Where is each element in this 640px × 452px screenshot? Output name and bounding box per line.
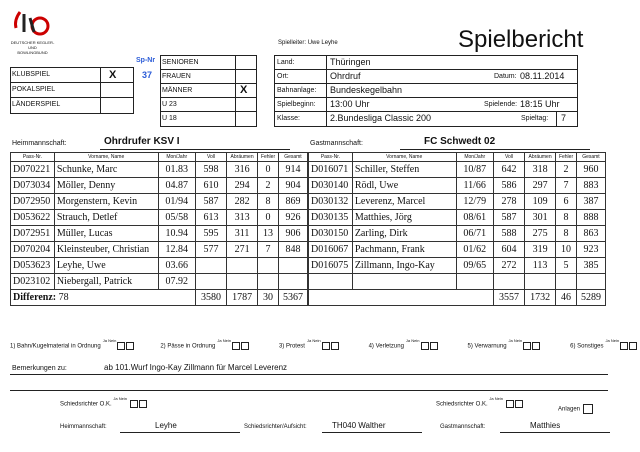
home-cell-feh: 13 <box>258 226 279 242</box>
home-cell-ges: 848 <box>278 242 307 258</box>
footer-sr-label: Schiedsrichter/Aufsicht: <box>244 424 307 430</box>
guest-cell-ges: 888 <box>576 210 605 226</box>
checkbox-ja[interactable] <box>232 342 240 350</box>
guest-player-row <box>309 210 606 226</box>
guest-cell-pass: D016067 <box>309 242 353 258</box>
home-cell-name: Möller, Denny <box>54 178 158 194</box>
sp-nr-value: 37 <box>142 70 153 80</box>
guest-cell-voll: 642 <box>493 162 524 178</box>
checkbox-ja[interactable] <box>523 342 531 350</box>
guest-cell-date: 10/87 <box>456 162 493 178</box>
footer-sr-sig: TH040 Walther <box>332 421 386 430</box>
guest-cell-ges: 960 <box>576 162 605 178</box>
guest-cell-pass <box>309 274 353 290</box>
guest-players-table <box>308 152 606 306</box>
guest-player-row <box>309 194 606 210</box>
type-laenderspiel <box>12 101 60 108</box>
guest-cell-ges: 387 <box>576 194 605 210</box>
home-cell-abr <box>227 274 258 290</box>
home-cell-voll: 587 <box>195 194 226 210</box>
guest-player-row <box>309 258 606 274</box>
footer-heim-label: Heimmannschaft: <box>60 424 107 430</box>
home-cell-date: 01/94 <box>158 194 195 210</box>
home-cell-feh: 0 <box>258 162 279 178</box>
home-player-row <box>11 210 308 226</box>
klasse-value: 2.Bundesliga Classic 200 <box>330 113 432 123</box>
home-cell-name: Niebergall, Patrick <box>54 274 158 290</box>
home-player-row <box>11 242 308 258</box>
home-total-feh: 30 <box>258 290 279 306</box>
footer-gast-label: Gastmannschaft: <box>440 424 486 430</box>
col-header: Pass-Nr. <box>309 153 353 162</box>
checkbox-anlagen[interactable] <box>583 404 593 414</box>
guest-cell-voll: 278 <box>493 194 524 210</box>
home-cell-feh: 2 <box>258 178 279 194</box>
land-label: Land: <box>277 59 295 66</box>
bemerkungen-value: ab 101.Wurf Ingo-Kay Zillmann für Marcel Leverenz <box>104 363 288 372</box>
guest-cell-pass: D030140 <box>309 178 353 194</box>
guest-cell-feh: 8 <box>556 210 577 226</box>
logo <box>10 8 55 55</box>
check-item <box>10 337 134 350</box>
home-cell-voll <box>195 258 226 274</box>
logo-subtitle-2: BOWLINGBUND <box>17 50 48 55</box>
type-mark: X <box>109 69 117 81</box>
guest-player-row <box>309 242 606 258</box>
spieltag-value: 7 <box>561 113 567 123</box>
guest-cell-voll <box>493 274 524 290</box>
home-cell-voll: 613 <box>195 210 226 226</box>
col-header: Abräumen <box>525 153 556 162</box>
home-cell-ges: 906 <box>278 226 307 242</box>
sr-ok-left <box>60 395 147 408</box>
guest-totals-row <box>309 290 606 306</box>
check-item-label: 4) Verletzung <box>368 343 404 350</box>
checkbox-nein[interactable] <box>515 400 523 408</box>
home-cell-name: Leyhe, Uwe <box>54 258 158 274</box>
check-item <box>368 337 438 350</box>
home-cell-abr: 271 <box>227 242 258 258</box>
footer-heim-sig: Leyhe <box>155 421 177 430</box>
spieltag-box <box>556 111 578 127</box>
sp-nr-label: Sp-Nr <box>136 57 156 64</box>
checkbox-ja[interactable] <box>130 400 138 408</box>
home-cell-pass: D072950 <box>11 194 55 210</box>
checkbox-nein[interactable] <box>126 342 134 350</box>
differenz-cell <box>11 290 196 306</box>
guest-cell-voll: 604 <box>493 242 524 258</box>
home-cell-voll <box>195 274 226 290</box>
ja-nein: Ja Nein <box>217 337 231 343</box>
sr-ok-label: Schiedsrichter O.K. <box>60 401 112 408</box>
ort-label: Ort: <box>277 73 289 80</box>
guest-cell-abr: 301 <box>525 210 556 226</box>
home-cell-date: 12.84 <box>158 242 195 258</box>
checkbox-ja[interactable] <box>322 342 330 350</box>
ja-nein: Ja Nein <box>508 337 523 343</box>
home-cell-date: 01.83 <box>158 162 195 178</box>
home-cell-ges: 914 <box>278 162 307 178</box>
bemerkungen-label: Bemerkungen zu: <box>12 365 67 372</box>
home-cell-name: Kleinsteuber, Christian <box>54 242 158 258</box>
home-player-row <box>11 194 308 210</box>
bahnanlage-value: Bundeskegelbahn <box>330 85 403 95</box>
home-cell-voll: 598 <box>195 162 226 178</box>
guest-player-row <box>309 226 606 242</box>
guest-cell-pass: D016071 <box>309 162 353 178</box>
home-cell-date: 04.87 <box>158 178 195 194</box>
home-cell-date: 07.92 <box>158 274 195 290</box>
home-total-abr: 1787 <box>227 290 258 306</box>
guest-cell-feh: 5 <box>556 258 577 274</box>
guest-cell-feh <box>556 274 577 290</box>
checkbox-nein[interactable] <box>532 342 540 350</box>
category-senioren: SENIOREN <box>162 59 199 66</box>
ja-nein: Ja Nein <box>306 337 321 343</box>
gast-name: FC Schwedt 02 <box>424 136 496 147</box>
guest-cell-abr: 109 <box>525 194 556 210</box>
guest-cell-pass: D030135 <box>309 210 353 226</box>
home-cell-feh: 7 <box>258 242 279 258</box>
type-pokalspiel <box>12 86 55 93</box>
checkbox-nein[interactable] <box>139 400 147 408</box>
home-cell-abr <box>227 258 258 274</box>
ja-nein: Ja Nein <box>113 395 127 401</box>
guest-cell-feh: 7 <box>556 178 577 194</box>
guest-total-abr: 1732 <box>525 290 556 306</box>
guest-cell-name: Pachmann, Frank <box>352 242 456 258</box>
checks-row <box>10 337 620 350</box>
col-header: Gesamt <box>576 153 605 162</box>
guest-cell-abr: 275 <box>525 226 556 242</box>
col-header: Voll <box>195 153 226 162</box>
home-cell-date: 10.94 <box>158 226 195 242</box>
home-cell-date: 03.66 <box>158 258 195 274</box>
check-item <box>467 337 541 350</box>
guest-cell-name: Matthies, Jörg <box>352 210 456 226</box>
home-cell-abr: 311 <box>227 226 258 242</box>
spielleiter-label: Spielleiter: <box>278 40 307 46</box>
home-cell-voll: 610 <box>195 178 226 194</box>
home-player-row <box>11 258 308 274</box>
guest-cell-name: Schiller, Steffen <box>352 162 456 178</box>
guest-cell-abr: 113 <box>525 258 556 274</box>
anlagen-label: Anlagen <box>558 406 581 413</box>
guest-cell-date: 06/71 <box>456 226 493 242</box>
guest-cell-name: Rödl, Uwe <box>352 178 456 194</box>
col-header: Pass-Nr. <box>11 153 55 162</box>
heim-label: Heimmannschaft: <box>12 140 67 147</box>
home-cell-voll: 577 <box>195 242 226 258</box>
check-item <box>160 337 249 350</box>
category-frauen: FRAUEN <box>162 73 191 80</box>
category-mark: X <box>240 84 248 96</box>
check-item-label: 6) Sonstiges <box>570 343 604 350</box>
sr-ok-label: Schiedsrichter O.K. <box>436 401 488 408</box>
home-cell-feh <box>258 258 279 274</box>
guest-cell-ges <box>576 274 605 290</box>
guest-cell-ges: 863 <box>576 226 605 242</box>
category-u18: U 18 <box>162 115 177 122</box>
guest-totals-spacer <box>309 290 494 306</box>
home-player-row <box>11 162 308 178</box>
home-cell-abr: 313 <box>227 210 258 226</box>
guest-cell-date: 09/65 <box>456 258 493 274</box>
datum-value: 08.11.2014 <box>520 71 565 81</box>
checkbox-ja[interactable] <box>117 342 125 350</box>
type-klubspiel <box>12 71 50 78</box>
col-header: Vorname, Name <box>54 153 158 162</box>
ja-nein: Ja Nein <box>405 337 420 343</box>
guest-player-row <box>309 162 606 178</box>
spielende-value: 18:15 Uhr <box>520 99 560 109</box>
guest-total-ges: 5289 <box>576 290 605 306</box>
home-cell-feh: 8 <box>258 194 279 210</box>
guest-cell-feh: 8 <box>556 226 577 242</box>
home-player-row <box>11 226 308 242</box>
home-cell-ges <box>278 258 307 274</box>
home-header-row <box>11 153 308 162</box>
guest-total-voll: 3557 <box>493 290 524 306</box>
home-cell-pass: D023102 <box>11 274 55 290</box>
guest-cell-pass: D030132 <box>309 194 353 210</box>
category-u23: U 23 <box>162 101 177 108</box>
checkbox-ja[interactable] <box>620 342 628 350</box>
guest-cell-feh: 2 <box>556 162 577 178</box>
home-total-voll: 3580 <box>195 290 226 306</box>
spielbeginn-label: Spielbeginn: <box>277 101 316 108</box>
guest-cell-abr: 318 <box>525 162 556 178</box>
home-cell-abr: 316 <box>227 162 258 178</box>
home-cell-pass: D073034 <box>11 178 55 194</box>
guest-cell-name: Leverenz, Marcel <box>352 194 456 210</box>
check-item <box>278 337 339 350</box>
guest-cell-voll: 272 <box>493 258 524 274</box>
guest-cell-abr: 297 <box>525 178 556 194</box>
checkbox-ja[interactable] <box>506 400 514 408</box>
ja-nein: Ja Nein <box>605 337 620 343</box>
home-totals-row <box>11 290 308 306</box>
col-header: Fehler <box>258 153 279 162</box>
home-cell-ges: 869 <box>278 194 307 210</box>
spielleiter-value: Uwe Leyhe <box>307 40 338 46</box>
home-cell-feh <box>258 274 279 290</box>
check-item-label: 1) Bahn/Kugelmaterial in Ordnung <box>10 343 101 350</box>
guest-cell-voll: 586 <box>493 178 524 194</box>
guest-cell-abr <box>525 274 556 290</box>
home-cell-abr: 282 <box>227 194 258 210</box>
footer-gast-sig: Matthies <box>530 421 561 430</box>
home-player-row <box>11 178 308 194</box>
home-cell-pass: D053622 <box>11 210 55 226</box>
spielleiter <box>278 40 338 46</box>
col-header: Voll <box>493 153 524 162</box>
category-maenner: MÄNNER <box>162 87 193 94</box>
home-player-row <box>11 274 308 290</box>
type-label: KLUBSPIEL <box>12 71 51 78</box>
spielbeginn-value: 13:00 Uhr <box>330 99 370 109</box>
land-value: Thüringen <box>330 57 371 67</box>
checkbox-nein[interactable] <box>331 342 339 350</box>
differenz-value: 78 <box>58 292 69 303</box>
guest-cell-ges: 883 <box>576 178 605 194</box>
col-header: Mon/Jahr <box>456 153 493 162</box>
checkbox-nein[interactable] <box>241 342 249 350</box>
guest-cell-date: 01/62 <box>456 242 493 258</box>
guest-cell-abr: 319 <box>525 242 556 258</box>
home-cell-pass: D070204 <box>11 242 55 258</box>
guest-cell-date: 12/79 <box>456 194 493 210</box>
home-cell-name: Strauch, Detlef <box>54 210 158 226</box>
guest-cell-ges: 923 <box>576 242 605 258</box>
home-cell-voll: 595 <box>195 226 226 242</box>
col-header: Fehler <box>556 153 577 162</box>
col-header: Abräumen <box>227 153 258 162</box>
guest-cell-voll: 588 <box>493 226 524 242</box>
guest-cell-date <box>456 274 493 290</box>
home-cell-name: Müller, Lucas <box>54 226 158 242</box>
home-total-ges: 5367 <box>278 290 307 306</box>
home-cell-ges: 904 <box>278 178 307 194</box>
home-cell-feh: 0 <box>258 210 279 226</box>
guest-header-row <box>309 153 606 162</box>
home-cell-name: Schunke, Marc <box>54 162 158 178</box>
check-item-label: 3) Protest <box>278 343 305 350</box>
guest-cell-date: 11/66 <box>456 178 493 194</box>
klasse-label: Klasse: <box>277 115 300 122</box>
guest-cell-feh: 6 <box>556 194 577 210</box>
bahnanlage-label: Bahnanlage: <box>277 87 317 94</box>
home-cell-date: 05/58 <box>158 210 195 226</box>
check-item <box>570 337 637 350</box>
guest-cell-name: Zillmann, Ingo-Kay <box>352 258 456 274</box>
guest-cell-voll: 587 <box>493 210 524 226</box>
datum-label: Datum: <box>494 73 517 80</box>
checkbox-nein[interactable] <box>430 342 438 350</box>
type-label: LÄNDERSPIEL <box>12 101 61 108</box>
checkbox-nein[interactable] <box>629 342 637 350</box>
type-label: POKALSPIEL <box>12 86 56 93</box>
check-item-label: 2) Pässe in Ordnung <box>160 343 216 350</box>
col-header: Mon/Jahr <box>158 153 195 162</box>
logo-subtitle-1: DEUTSCHER KEGLER- UND <box>10 40 55 50</box>
check-item-label: 5) Verwarnung <box>467 343 507 350</box>
guest-cell-pass: D030150 <box>309 226 353 242</box>
ja-nein: Ja Nein <box>102 337 117 343</box>
spieltag-label: Spieltag: <box>521 115 549 122</box>
anlagen <box>558 404 593 414</box>
heim-name: Ohrdrufer KSV I <box>104 136 180 147</box>
guest-cell-name <box>352 274 456 290</box>
guest-cell-feh: 10 <box>556 242 577 258</box>
home-cell-ges: 926 <box>278 210 307 226</box>
gast-label: Gastmannschaft: <box>310 140 363 147</box>
home-cell-name: Morgenstern, Kevin <box>54 194 158 210</box>
ort-value: Ohrdruf <box>330 71 361 81</box>
col-header: Gesamt <box>278 153 307 162</box>
col-header: Vorname, Name <box>352 153 456 162</box>
home-cell-abr: 294 <box>227 178 258 194</box>
guest-cell-name: Zarling, Dirk <box>352 226 456 242</box>
spielende-label: Spielende: <box>484 101 518 108</box>
home-cell-pass: D072951 <box>11 226 55 242</box>
page-title: Spielbericht <box>458 26 584 53</box>
dkbc-logo-icon <box>10 8 55 38</box>
guest-cell-ges: 385 <box>576 258 605 274</box>
guest-cell-date: 08/61 <box>456 210 493 226</box>
guest-player-row <box>309 178 606 194</box>
home-players-table <box>10 152 308 306</box>
home-cell-ges <box>278 274 307 290</box>
guest-player-row <box>309 274 606 290</box>
differenz-label: Differenz: <box>13 292 57 303</box>
checkbox-ja[interactable] <box>421 342 429 350</box>
guest-cell-pass: D016075 <box>309 258 353 274</box>
home-cell-pass: D053623 <box>11 258 55 274</box>
home-cell-pass: D070221 <box>11 162 55 178</box>
guest-total-feh: 46 <box>556 290 577 306</box>
ja-nein: Ja Nein <box>489 395 503 401</box>
sr-ok-right <box>436 395 523 408</box>
